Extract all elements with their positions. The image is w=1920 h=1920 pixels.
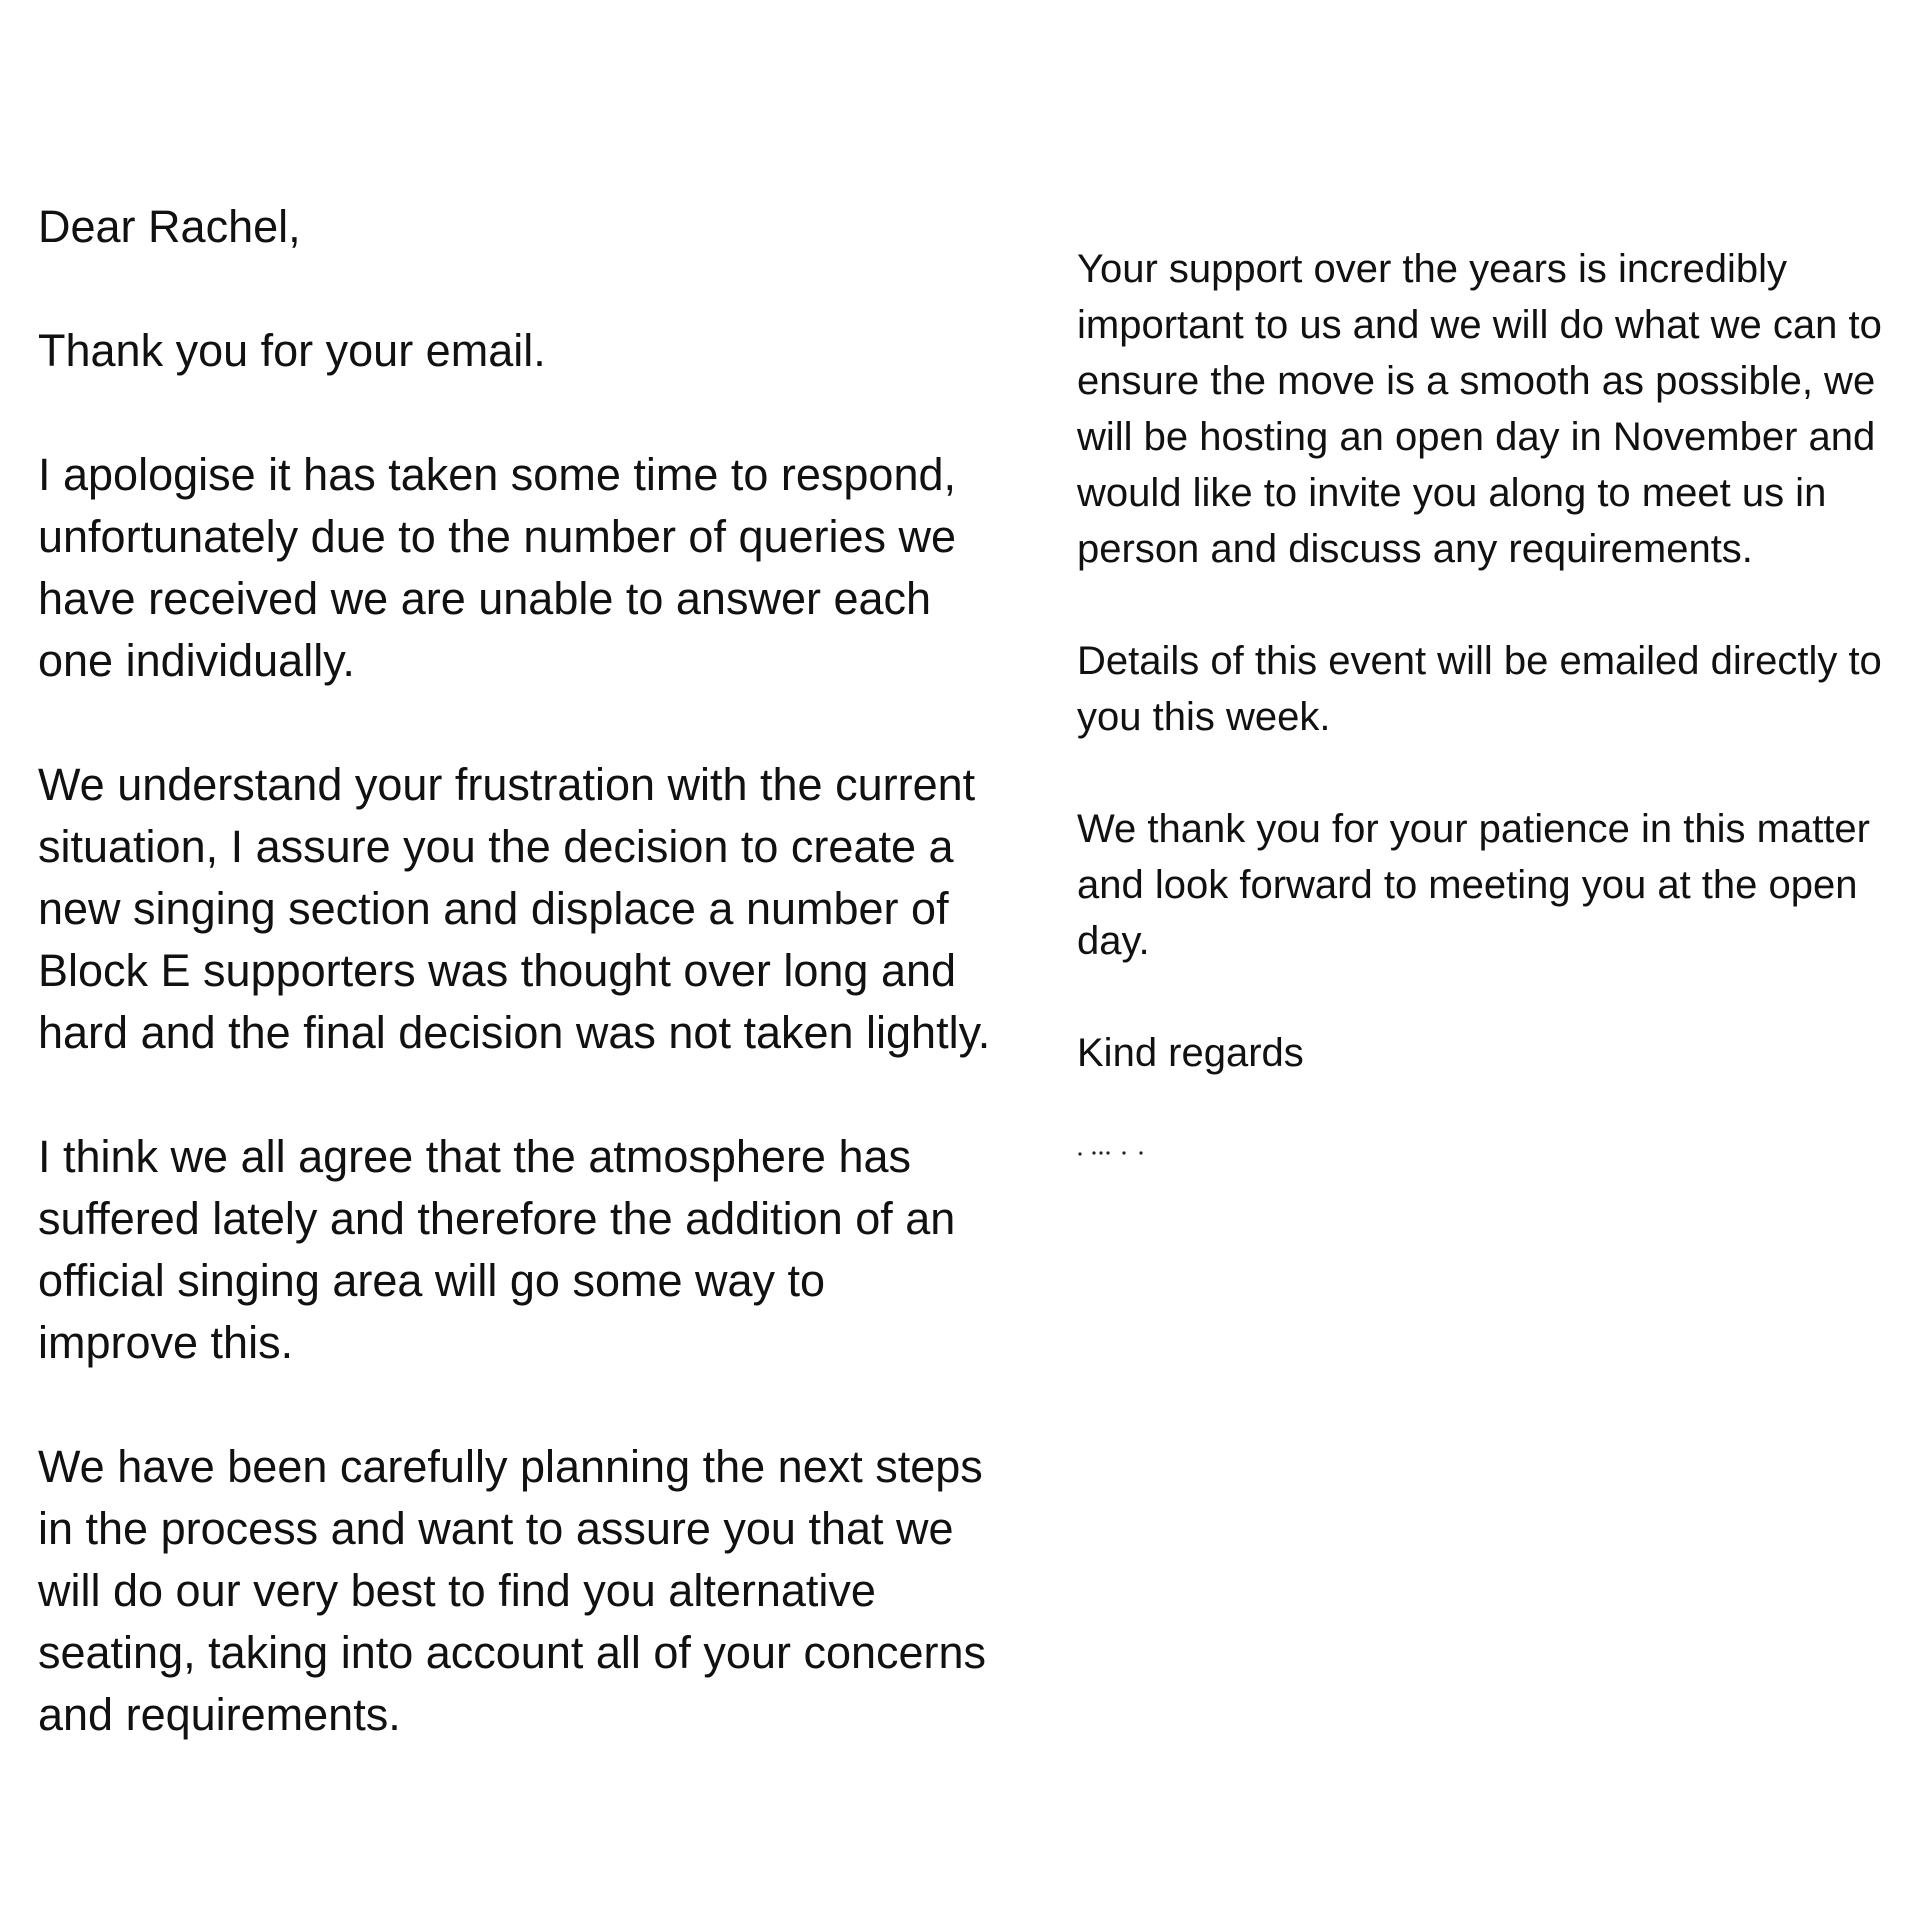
letter-paragraph: We thank you for your patience in this matter and look forward to meeting you at the open day. bbox=[1077, 807, 1870, 963]
letter-greeting: Dear Rachel, bbox=[38, 201, 301, 252]
letter-right-column bbox=[1077, 241, 1917, 1081]
letter-paragraph: Your support over the years is incredibly important to us and we will do what we can to ensure the move is a smooth as possible, we will be hosting an open day in November and would like to invite you along to meet us in person and discuss any requirements. bbox=[1077, 247, 1882, 571]
letter-paragraph: Details of this event will be emailed directly to you this week. bbox=[1077, 639, 1882, 739]
letter-paragraph: Thank you for your email. bbox=[38, 325, 546, 376]
letter-paragraph: We have been carefully planning the next steps in the process and want to assure you that we will do our very best to find you alternative seating, taking into account all of your concerns and requirements. bbox=[38, 1441, 987, 1740]
letter-paragraph: I apologise it has taken some time to respond, unfortunately due to the number of queries we have received we are unable to answer each one individually. bbox=[38, 449, 957, 686]
letter-paragraph: We understand your frustration with the current situation, I assure you the decision to create a new singing section and displace a number of Block E supporters was thought over long and hard and the final decision was not taken lightly. bbox=[38, 759, 991, 1058]
letter-closing: Kind regards bbox=[1077, 1031, 1304, 1075]
letter-paragraph: I think we all agree that the atmosphere has suffered lately and therefore the addition of an official singing area will go some way to improve this. bbox=[38, 1131, 956, 1368]
signature-scribble bbox=[1077, 1140, 1167, 1160]
letter-left-column bbox=[38, 196, 1038, 1746]
